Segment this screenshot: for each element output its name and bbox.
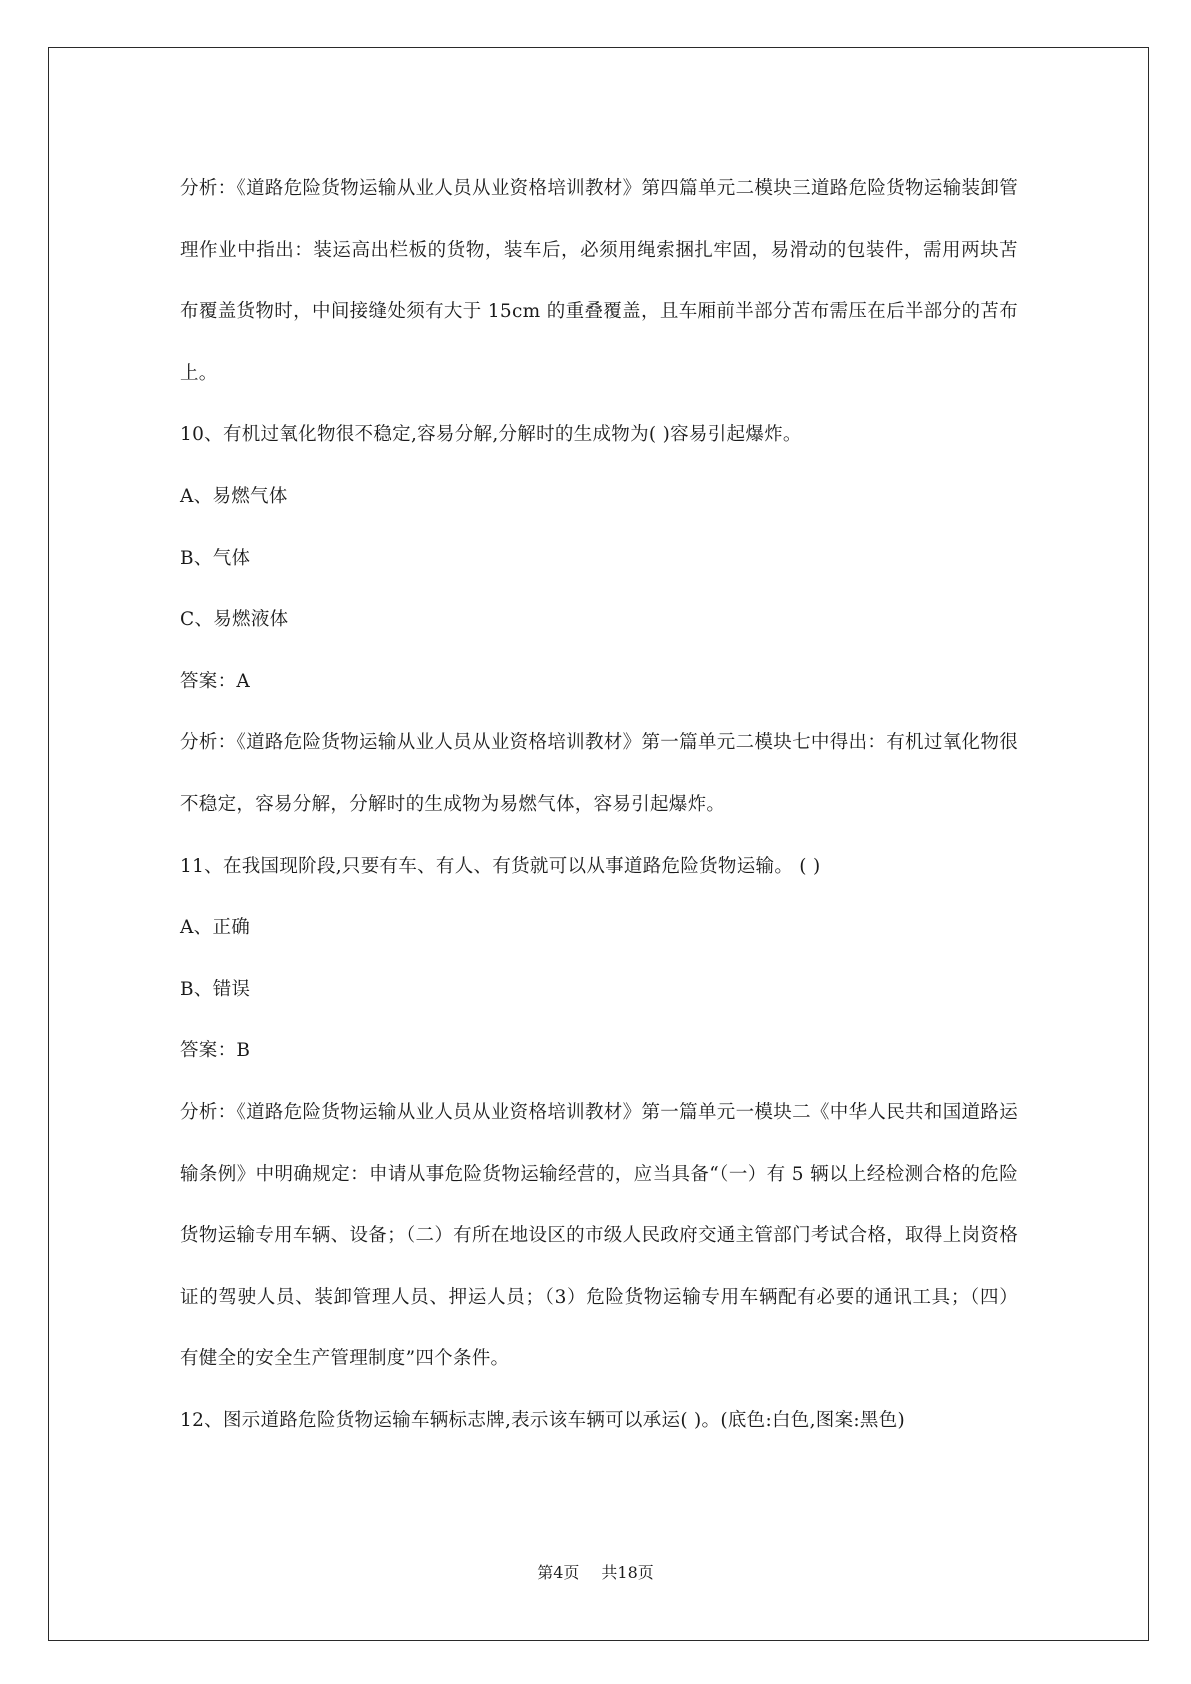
question-10-answer: 答案：A [180,670,251,692]
question-11-analysis: 分析：《道路危险货物运输从业人员从业资格培训教材》第一篇单元一模块二《中华人民共和国道路运输条例》中明确规定：申请从事危险货物运输经营的，应当具备“（一）有 5 辆以上经检测合格的危险货物运输专用车辆、设备；（二）有所在地设区的市级人民政府交通主管部门考试合格，取得上岗资格证的驾驶人员、装卸管理人员、押运人员；（3）危险货物运输专用车辆配有必要的通讯工具；（四）有健全的安全生产管理制度”四个条件。 [180,1101,1018,1370]
question-10-analysis: 分析：《道路危险货物运输从业人员从业资格培训教材》第一篇单元二模块七中得出：有机过氧化物很不稳定，容易分解，分解时的生成物为易燃气体，容易引起爆炸。 [180,732,1018,815]
analysis-paragraph: 分析：《道路危险货物运输从业人员从业资格培训教材》第四篇单元二模块三道路危险货物运输装卸管理作业中指出：装运高出栏板的货物，装车后，必须用绳索捆扎牢固，易滑动的包装件，需用两块苫布覆盖货物时，中间接缝处须有大于 15cm 的重叠覆盖，且车厢前半部分苫布需压在后半部分的苫布上。 [180,178,1018,384]
question-12: 12、图示道路危险货物运输车辆标志牌,表示该车辆可以承运( )。(底色:白色,图案:黑色) [180,1409,906,1431]
question-11-option-a: A、正确 [180,917,251,939]
question-10: 10、有机过氧化物很不稳定,容易分解,分解时的生成物为( )容易引起爆炸。 [180,424,802,446]
question-11: 11、在我国现阶段,只要有车、有人、有货就可以从事道路危险货物运输。 ( ) [180,855,821,877]
document-body [180,158,1018,1451]
page-total: 共18页 [601,1563,654,1582]
question-10-option-b: B、气体 [180,547,251,569]
question-10-option-a: A、易燃气体 [180,485,288,507]
page-number: 第4页 [537,1563,580,1582]
question-10-option-c: C、易燃液体 [180,609,289,631]
question-11-answer: 答案：B [180,1040,251,1062]
question-11-option-b: B、错误 [180,978,251,1000]
page-footer [0,1560,1191,1583]
